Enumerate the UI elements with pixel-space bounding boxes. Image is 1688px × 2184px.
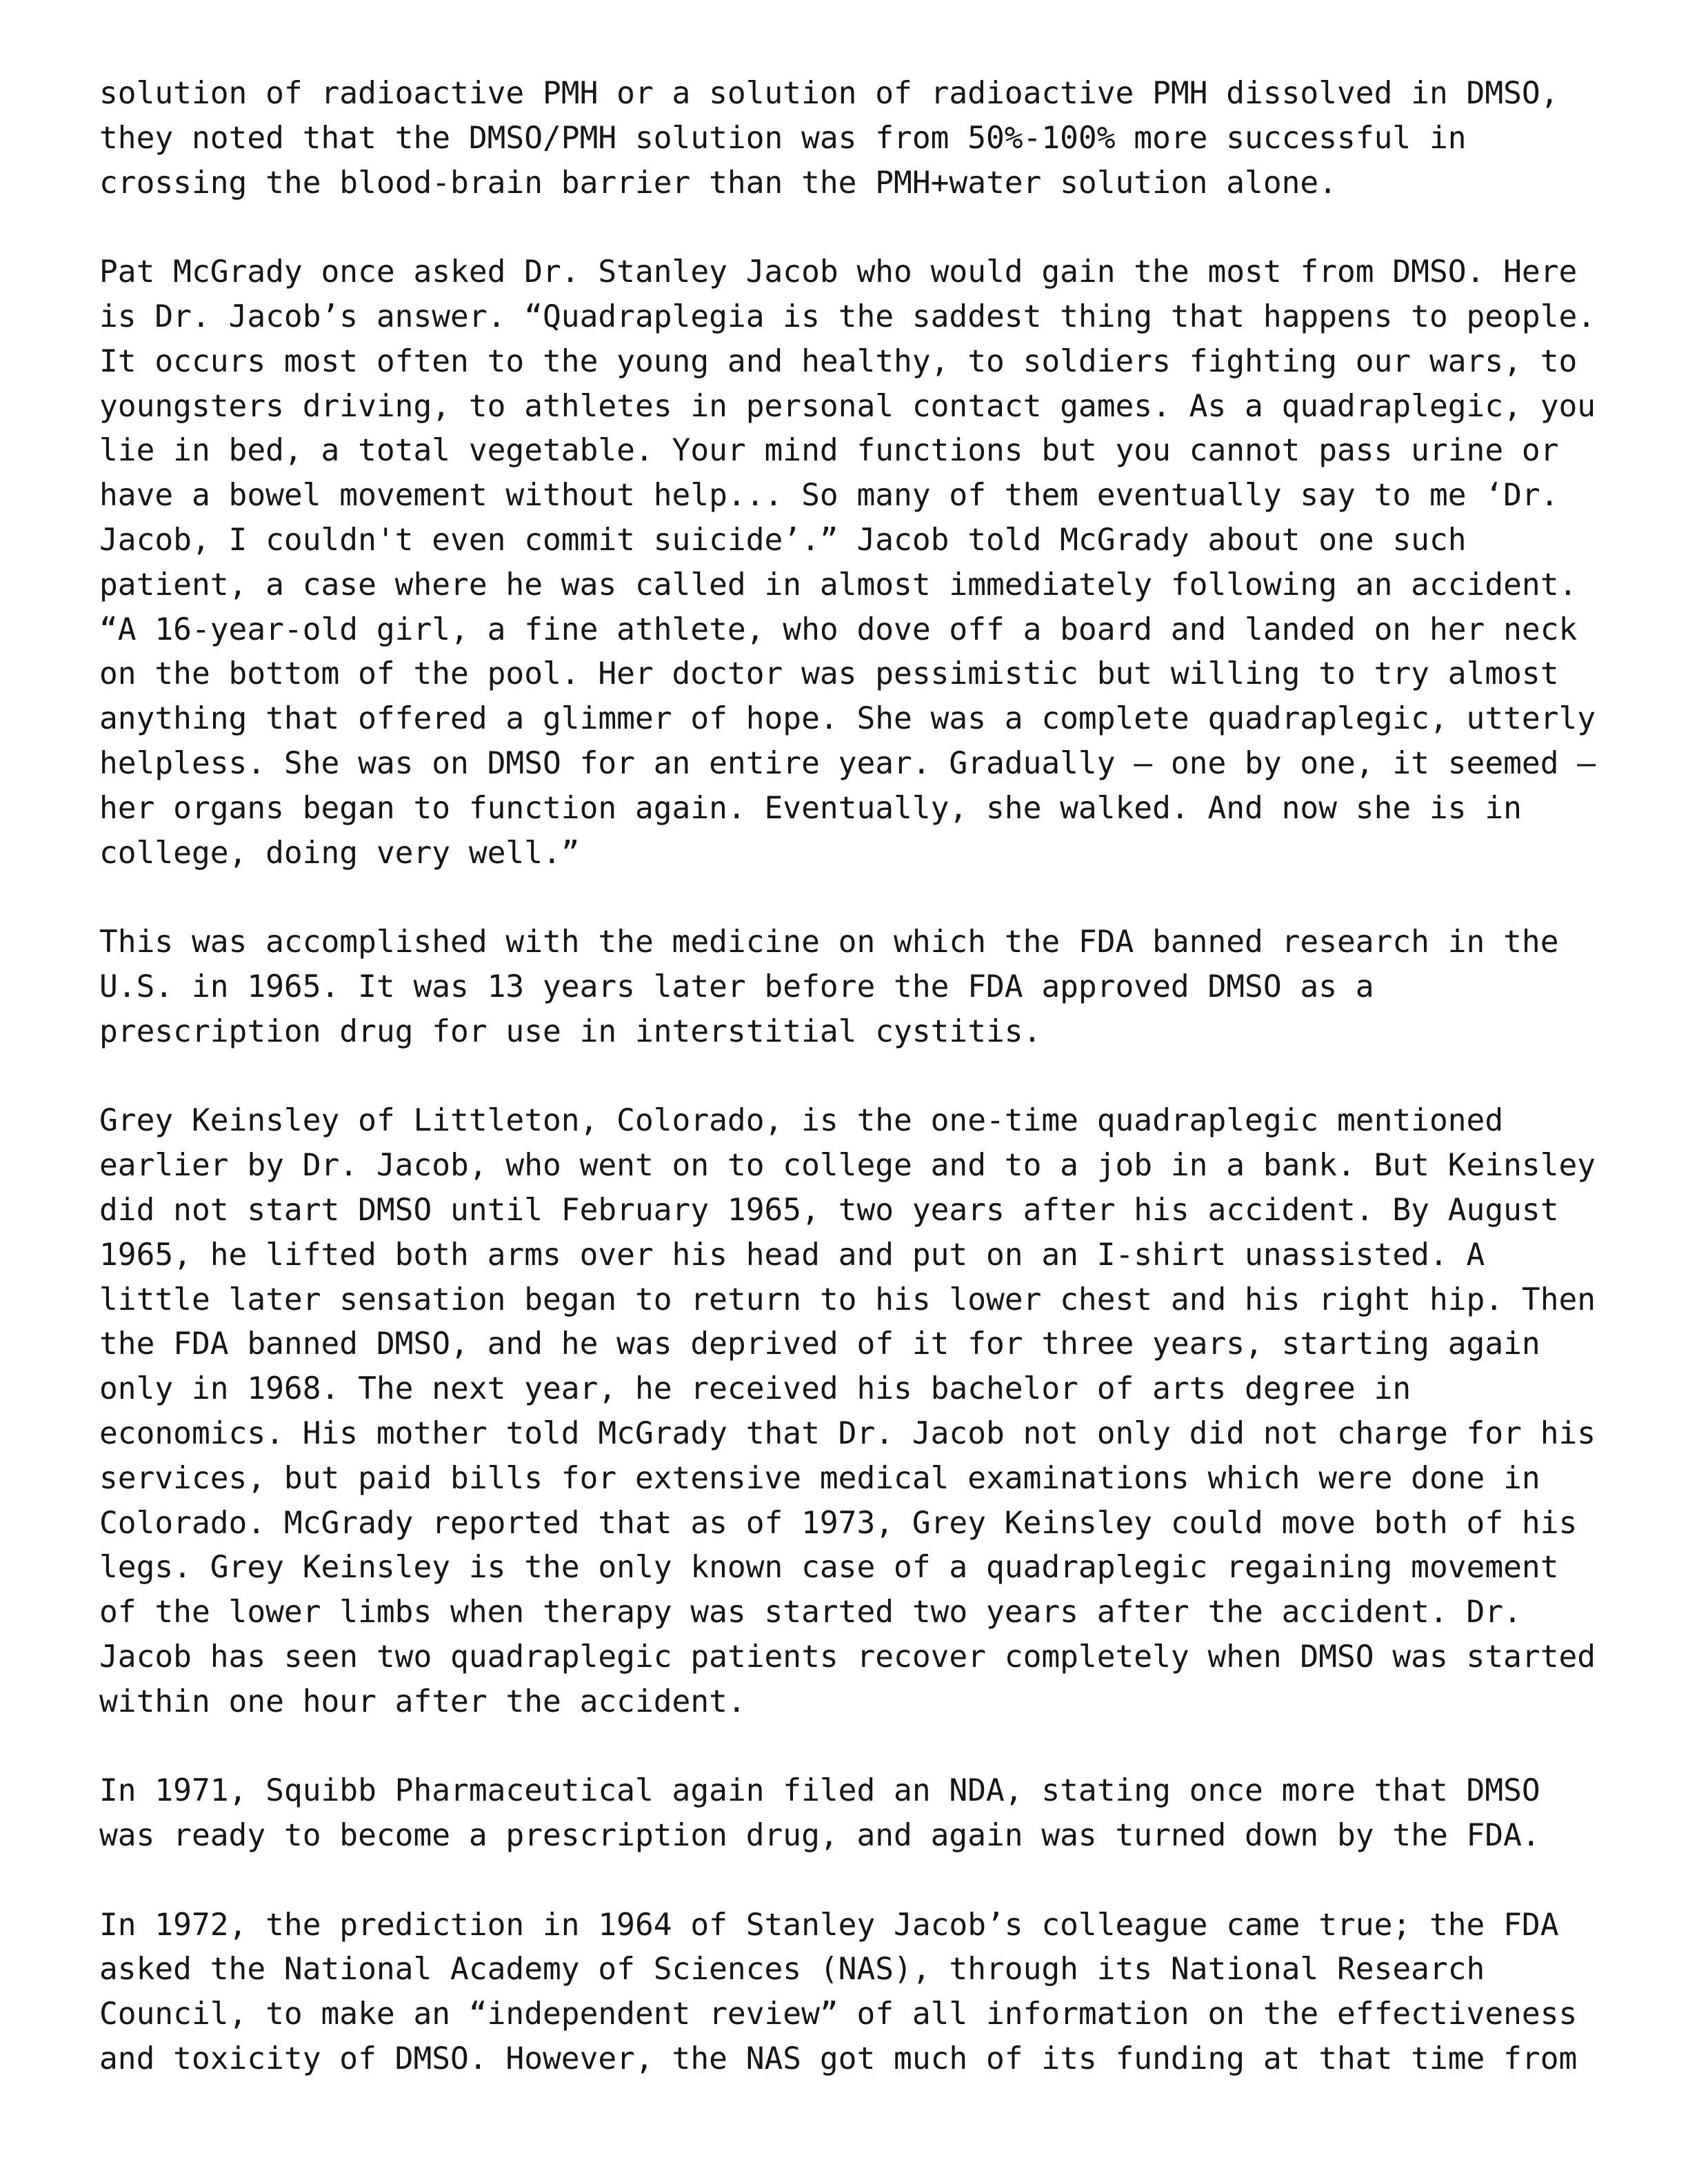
text-line: they noted that the DMSO/PMH solution was from 50%-100% more successful in [99, 120, 1467, 156]
text-line: only in 1968. The next year, he received his bachelor of arts degree in [99, 1371, 1411, 1407]
text-line: This was accomplished with the medicine on which the FDA banned research in the [99, 924, 1559, 960]
text-line: 1965, he lifted both arms over his head and put on an I-shirt unassisted. A [99, 1237, 1485, 1273]
paragraph-grey-keinsley [99, 1099, 1616, 1724]
text-line: In 1972, the prediction in 1964 of Stanley Jacob’s colleague came true; the FDA [99, 1907, 1559, 1943]
text-line: services, but paid bills for extensive medical examinations which were done in [99, 1460, 1540, 1496]
text-line: anything that offered a glimmer of hope. She was a complete quadraplegic, utterly [99, 701, 1596, 737]
paragraph-squibb-nda [99, 1769, 1616, 1859]
text-line: economics. His mother told McGrady that Dr. Jacob not only did not charge for his [99, 1415, 1596, 1451]
text-line: within one hour after the accident. [99, 1684, 746, 1719]
text-line: and toxicity of DMSO. However, the NAS got much of its funding at that time from [99, 2041, 1578, 2077]
text-line: college, doing very well.” [99, 835, 580, 871]
text-line: youngsters driving, to athletes in personal contact games. As a quadraplegic, you [99, 388, 1596, 424]
text-line: Colorado. McGrady reported that as of 1973, Grey Keinsley could move both of his [99, 1505, 1578, 1541]
text-line: helpless. She was on DMSO for an entire year. Gradually – one by one, it seemed – [99, 745, 1596, 781]
paragraph-pmh-study [99, 72, 1616, 205]
text-line: In 1971, Squibb Pharmaceutical again filed an NDA, stating once more that DMSO [99, 1773, 1540, 1809]
text-line: was ready to become a prescription drug, and again was turned down by the FDA. [99, 1818, 1540, 1854]
text-line: U.S. in 1965. It was 13 years later before the FDA approved DMSO as a [99, 969, 1374, 1004]
text-line: did not start DMSO until February 1965, two years after his accident. By August [99, 1192, 1559, 1228]
text-line: Jacob, I couldn't even commit suicide’.” Jacob told McGrady about one such [99, 522, 1467, 558]
paragraph-fda-ban [99, 920, 1616, 1054]
text-line: legs. Grey Keinsley is the only known case of a quadraplegic regaining movement [99, 1550, 1559, 1586]
text-line: Pat McGrady once asked Dr. Stanley Jacob who would gain the most from DMSO. Here [99, 254, 1578, 290]
text-line: earlier by Dr. Jacob, who went on to college and to a job in a bank. But Keinsley [99, 1148, 1596, 1184]
text-line: the FDA banned DMSO, and he was deprived of it for three years, starting again [99, 1326, 1540, 1362]
text-line: lie in bed, a total vegetable. Your mind functions but you cannot pass urine or [99, 433, 1559, 469]
text-line: prescription drug for use in interstitial cystitis. [99, 1013, 1042, 1049]
text-line: Jacob has seen two quadraplegic patients recover completely when DMSO was started [99, 1639, 1596, 1675]
paragraph-nas-review [99, 1903, 1616, 2082]
text-line: asked the National Academy of Sciences (NAS), through its National Research [99, 1952, 1485, 1988]
text-line: little later sensation began to return to his lower chest and his right hip. Then [99, 1282, 1596, 1317]
text-line: have a bowel movement without help... So many of them eventually say to me ‘Dr. [99, 478, 1559, 514]
document-body [99, 72, 1616, 2127]
text-line: is Dr. Jacob’s answer. “Quadraplegia is the saddest thing that happens to people. [99, 299, 1596, 334]
text-line: Council, to make an “independent review” of all information on the effectiveness [99, 1996, 1578, 2032]
text-line: her organs began to function again. Eventually, she walked. And now she is in [99, 790, 1522, 826]
text-line: on the bottom of the pool. Her doctor was pessimistic but willing to try almost [99, 656, 1559, 692]
text-line: of the lower limbs when therapy was started two years after the accident. Dr. [99, 1595, 1522, 1630]
text-line: Grey Keinsley of Littleton, Colorado, is the one-time quadraplegic mentioned [99, 1103, 1504, 1139]
text-line: crossing the blood-brain barrier than the PMH+water solution alone. [99, 165, 1338, 201]
text-line: “A 16-year-old girl, a fine athlete, who dove off a board and landed on her neck [99, 611, 1578, 647]
paragraph-jacob-quote [99, 250, 1616, 876]
text-line: patient, a case where he was called in almost immediately following an accident. [99, 567, 1578, 603]
text-line: solution of radioactive PMH or a solution of radioactive PMH dissolved in DMSO, [99, 76, 1559, 111]
text-line: It occurs most often to the young and healthy, to soldiers fighting our wars, to [99, 343, 1578, 379]
